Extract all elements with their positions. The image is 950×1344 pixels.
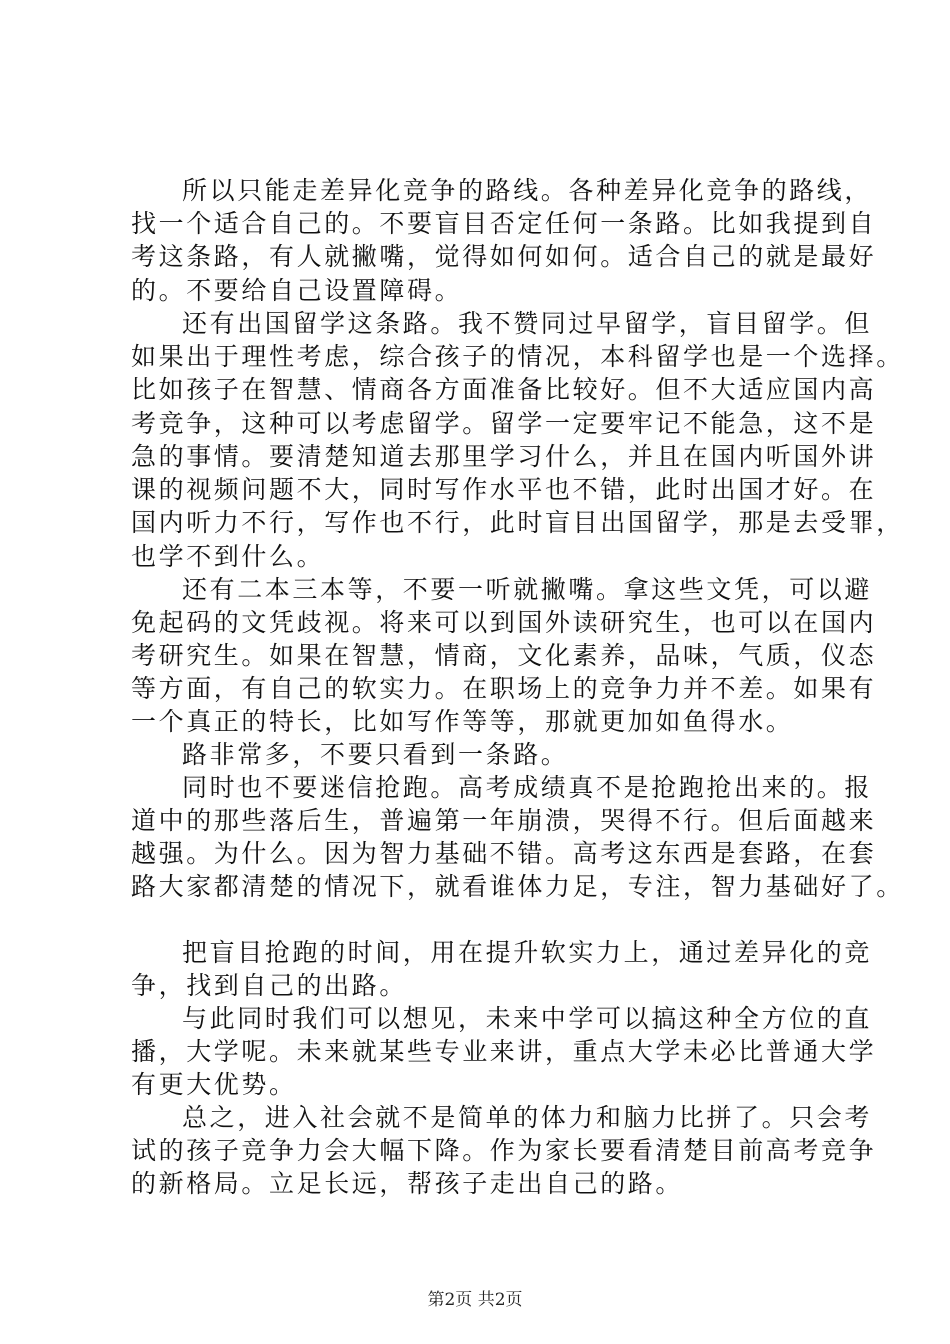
paragraph-2-line-5: 急的事情。要清楚知道去那里学习什么，并且在国内听国外讲 bbox=[131, 442, 877, 471]
paragraph-5-line-3: 越强。为什么。因为智力基础不错。高考这东西是套路，在套 bbox=[131, 839, 877, 868]
paragraph-2-line-8: 也学不到什么。 bbox=[131, 542, 325, 571]
paragraph-5-line-4: 路大家都清楚的情况下，就看谁体力足，专注，智力基础好了。 bbox=[131, 872, 904, 901]
paragraph-7-line-3: 有更大优势。 bbox=[131, 1070, 297, 1099]
paragraph-8-line-1: 总之，进入社会就不是简单的体力和脑力比拼了。只会考 bbox=[182, 1103, 873, 1132]
paragraph-1-line-2: 找一个适合自己的。不要盲目否定任何一条路。比如我提到自 bbox=[131, 209, 877, 238]
paragraph-5-line-2: 道中的那些落后生，普遍第一年崩溃，哭得不行。但后面越来 bbox=[131, 806, 877, 835]
paragraph-5-line-1: 同时也不要迷信抢跑。高考成绩真不是抢跑抢出来的。报 bbox=[182, 773, 873, 802]
paragraph-3-line-5: 一个真正的特长，比如写作等等，那就更加如鱼得水。 bbox=[131, 707, 794, 736]
paragraph-1-line-4: 的。不要给自己设置障碍。 bbox=[131, 276, 463, 305]
paragraph-2-line-1: 还有出国留学这条路。我不赞同过早留学，盲目留学。但 bbox=[182, 309, 873, 338]
paragraph-2-line-2: 如果出于理性考虑，综合孩子的情况，本科留学也是一个选择。 bbox=[131, 342, 904, 371]
paragraph-8-line-2: 试的孩子竞争力会大幅下降。作为家长要看清楚目前高考竞争 bbox=[131, 1136, 877, 1165]
paragraph-1-line-1: 所以只能走差异化竞争的路线。各种差异化竞争的路线， bbox=[182, 176, 873, 205]
paragraph-6-line-2: 争，找到自己的出路。 bbox=[131, 971, 408, 1000]
paragraph-8-line-3: 的新格局。立足长远，帮孩子走出自己的路。 bbox=[131, 1169, 684, 1198]
paragraph-3-line-2: 免起码的文凭歧视。将来可以到国外读研究生，也可以在国内 bbox=[131, 608, 877, 637]
paragraph-2-line-6: 课的视频问题不大，同时写作水平也不错，此时出国才好。在 bbox=[131, 475, 877, 504]
paragraph-7-line-1: 与此同时我们可以想见，未来中学可以搞这种全方位的直 bbox=[182, 1004, 873, 1033]
paragraph-1-line-3: 考这条路，有人就撇嘴，觉得如何如何。适合自己的就是最好 bbox=[131, 242, 877, 271]
paragraph-3-line-4: 等方面，有自己的软实力。在职场上的竞争力并不差。如果有 bbox=[131, 674, 877, 703]
paragraph-3-line-1: 还有二本三本等，不要一听就撇嘴。拿这些文凭，可以避 bbox=[182, 575, 873, 604]
paragraph-2-line-3: 比如孩子在智慧、情商各方面准备比较好。但不大适应国内高 bbox=[131, 375, 877, 404]
paragraph-6-line-1: 把盲目抢跑的时间，用在提升软实力上，通过差异化的竞 bbox=[182, 938, 873, 967]
page-number-footer: 第2页 共2页 bbox=[427, 1290, 523, 1310]
paragraph-2-line-4: 考竞争，这种可以考虑留学。留学一定要牢记不能急，这不是 bbox=[131, 409, 877, 438]
paragraph-3-line-3: 考研究生。如果在智慧，情商，文化素养，品味，气质，仪态 bbox=[131, 641, 877, 670]
paragraph-7-line-2: 播，大学呢。未来就某些专业来讲，重点大学未必比普通大学 bbox=[131, 1037, 877, 1066]
paragraph-2-line-7: 国内听力不行，写作也不行，此时盲目出国留学，那是去受罪， bbox=[131, 508, 904, 537]
paragraph-4-line-1: 路非常多，不要只看到一条路。 bbox=[182, 740, 569, 769]
